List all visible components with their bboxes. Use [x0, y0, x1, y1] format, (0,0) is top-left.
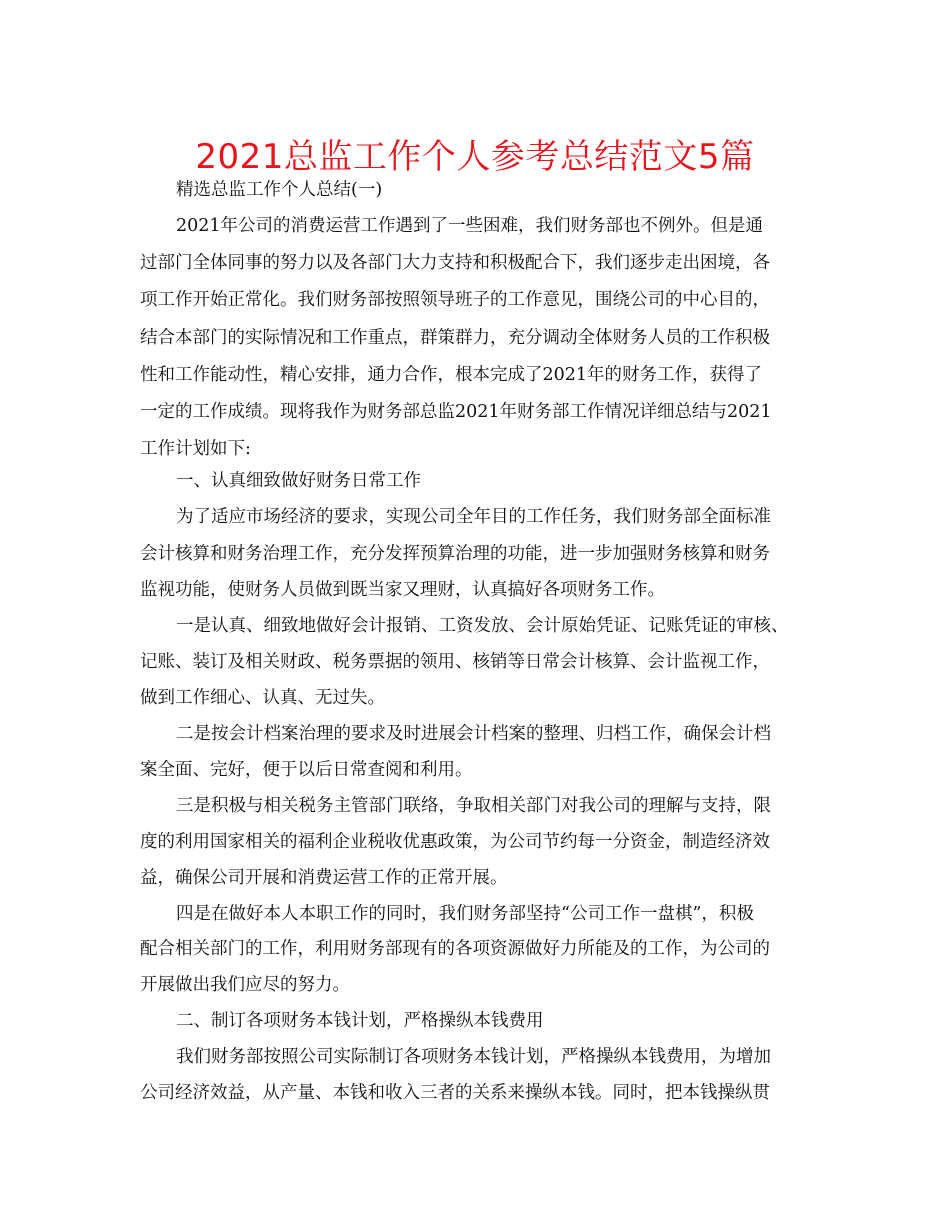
paragraph-line: 度的利用国家相关的福利企业税收优惠政策，为公司节约每一分资金，制造经济效: [140, 832, 770, 852]
paragraph-line: 为了适应市场经济的要求，实现公司全年目的工作任务，我们财务部全面标准: [176, 507, 771, 527]
paragraph-line: 监视功能，使财务人员做到既当家又理财，认真搞好各项财务工作。: [140, 580, 665, 600]
paragraph-line: 一是认真、细致地做好会计报销、工资发放、会计原始凭证、记账凭证的审核、: [176, 616, 789, 636]
section-heading: 二、制订各项财务本钱计划，严格操纵本钱费用: [176, 1011, 544, 1031]
paragraph-line: 项工作开始正常化。我们财务部按照领导班子的工作意见，围绕公司的中心目的，: [140, 290, 770, 310]
paragraph-line: 配合相关部门的工作，利用财务部现有的各项资源做好力所能及的工作，为公司的: [140, 939, 770, 959]
paragraph-line: 结合本部门的实际情况和工作重点，群策群力，充分调动全体财务人员的工作积极: [140, 328, 770, 348]
paragraph-line: 会计核算和财务治理工作，充分发挥预算治理的功能，进一步加强财务核算和财务: [140, 544, 770, 564]
paragraph-line: 一定的工作成绩。现将我作为财务部总监2021年财务部工作情况详细总结与2021: [140, 402, 772, 422]
paragraph-line: 开展做出我们应尽的努力。: [140, 975, 350, 995]
paragraph-line: 二是按会计档案治理的要求及时进展会计档案的整理、归档工作，确保会计档: [176, 724, 771, 744]
section-heading: 精选总监工作个人总结(一): [176, 180, 383, 200]
paragraph-line: 性和工作能动性，精心安排，通力合作，根本完成了2021年的财务工作，获得了: [140, 365, 763, 385]
section-heading: 一、认真细致做好财务日常工作: [176, 471, 421, 491]
paragraph-line: 工作计划如下:: [140, 439, 251, 459]
paragraph-line: 2021年公司的消费运营工作遇到了一些困难，我们财务部也不例外。但是通: [176, 216, 764, 236]
paragraph-line: 我们财务部按照公司实际制订各项财务本钱计划，严格操纵本钱费用，为增加: [176, 1047, 771, 1067]
paragraph-line: 三是积极与相关税务主管部门联络，争取相关部门对我公司的理解与支持，限: [176, 796, 771, 816]
paragraph-line: 公司经济效益，从产量、本钱和收入三者的关系来操纵本钱。同时，把本钱操纵贯: [140, 1083, 770, 1103]
paragraph-line: 益，确保公司开展和消费运营工作的正常开展。: [140, 868, 508, 888]
document-title: 2021总监工作个人参考总结范文5篇: [195, 137, 755, 177]
paragraph-line: 四是在做好本人本职工作的同时，我们财务部坚持“公司工作一盘棋”，积极: [176, 904, 754, 924]
paragraph-line: 做到工作细心、认真、无过失。: [140, 688, 385, 708]
paragraph-line: 案全面、完好，便于以后日常查阅和利用。: [140, 760, 473, 780]
paragraph-line: 过部门全体同事的努力以及各部门大力支持和积极配合下，我们逐步走出困境，各: [140, 253, 770, 273]
paragraph-line: 记账、装订及相关财政、税务票据的领用、核销等日常会计核算、会计监视工作，: [140, 652, 770, 672]
